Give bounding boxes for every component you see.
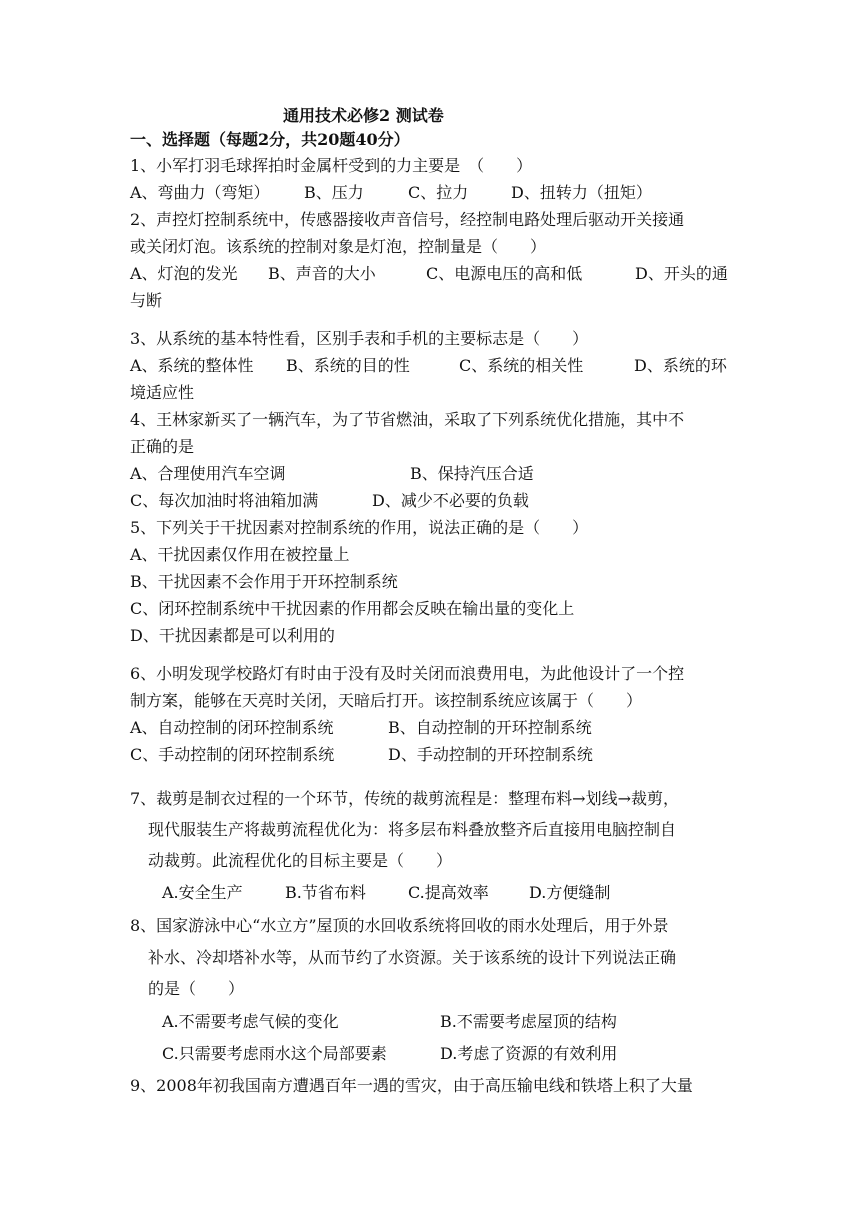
q1-option-d: D、扭转力（扭矩） [511,183,652,202]
q8-option-c: C.只需要考虑雨水这个局部要素 [162,1044,387,1063]
q2-option-d-wrap: 与断 [130,291,163,310]
q3-option-a: A、系统的整体性 [130,356,254,375]
q7-option-a: A.安全生产 [162,883,243,902]
question-3-stem: 3、从系统的基本特性看，区别手表和手机的主要标志是（ ） [130,329,589,348]
q3-option-b: B、系统的目的性 [286,356,410,375]
q8-option-b: B.不需要考虑屋顶的结构 [440,1012,617,1031]
q2-option-c: C、电源电压的高和低 [426,264,583,283]
q2-option-a: A、灯泡的发光 [130,264,238,283]
q5-option-c: C、闭环控制系统中干扰因素的作用都会反映在输出量的变化上 [130,599,575,618]
question-4-stem-line2: 正确的是 [130,437,195,456]
question-2-stem-line2: 或关闭灯泡。该系统的控制对象是灯泡，控制量是（ ） [130,237,547,256]
q6-option-b: B、自动控制的开环控制系统 [388,718,592,737]
q5-option-a: A、干扰因素仅作用在被控量上 [130,545,350,564]
question-7-stem-line1: 7、裁剪是制衣过程的一个环节，传统的裁剪流程是：整理布料→划线→裁剪， [130,789,679,808]
q1-option-a: A、弯曲力（弯矩） [130,183,270,202]
q4-option-b: B、保持汽压合适 [410,464,534,483]
question-4-stem-line1: 4、王林家新买了一辆汽车，为了节省燃油，采取了下列系统优化措施，其中不 [130,410,685,429]
question-7-stem-line3: 动裁剪。此流程优化的目标主要是（ ） [148,851,453,870]
q1-option-b: B、压力 [304,183,364,202]
q6-option-a: A、自动控制的闭环控制系统 [130,718,334,737]
question-1-stem: 1、小军打羽毛球挥拍时金属杆受到的力主要是 （ ） [130,156,533,175]
question-8-stem-line3: 的是（ ） [148,979,245,998]
q7-option-b: B.节省布料 [285,883,366,902]
question-5-stem: 5、下列关于干扰因素对控制系统的作用，说法正确的是（ ） [130,518,589,537]
question-8-stem-line2: 补水、冷却塔补水等，从而节约了水资源。关于该系统的设计下列说法正确 [148,948,677,967]
q6-option-d: D、手动控制的开环控制系统 [388,745,593,764]
q4-option-c: C、每次加油时将油箱加满 [130,491,319,510]
question-2-stem-line1: 2、声控灯控制系统中，传感器接收声音信号，经控制电路处理后驱动开关接通 [130,210,685,229]
question-6-stem-line1: 6、小明发现学校路灯有时由于没有及时关闭而浪费用电，为此他设计了一个控 [130,664,685,683]
q3-option-c: C、系统的相关性 [459,356,584,375]
q4-option-d: D、减少不必要的负载 [372,491,529,510]
q1-option-c: C、拉力 [408,183,469,202]
question-8-stem-line1: 8、国家游泳中心“水立方”屋顶的水回收系统将回收的雨水处理后，用于外景 [130,916,669,935]
q2-option-d: D、开头的通 [635,264,728,283]
q4-option-a: A、合理使用汽车空调 [130,464,286,483]
q7-option-c: C.提高效率 [408,883,489,902]
page-title: 通用技术必修2 测试卷 [283,106,444,125]
question-6-stem-line2: 制方案，能够在天亮时关闭，天暗后打开。该控制系统应该属于（ ） [130,691,643,710]
q2-option-b: B、声音的大小 [268,264,376,283]
q7-option-d: D.方便缝制 [529,883,611,902]
q3-option-d-wrap: 境适应性 [130,383,195,402]
q6-option-c: C、手动控制的闭环控制系统 [130,745,335,764]
q8-option-a: A.不需要考虑气候的变化 [162,1012,339,1031]
q3-option-d: D、系统的环 [634,356,727,375]
section-heading: 一、选择题（每题2分，共20题40分） [130,130,410,149]
q5-option-b: B、干扰因素不会作用于开环控制系统 [130,572,398,591]
question-7-stem-line2: 现代服装生产将裁剪流程优化为：将多层布料叠放整齐后直接用电脑控制自 [148,820,677,839]
q5-option-d: D、干扰因素都是可以利用的 [130,626,335,645]
question-9-stem-line1: 9、2008年初我国南方遭遇百年一遇的雪灾，由于高压输电线和铁塔上积了大量 [130,1076,693,1095]
q8-option-d: D.考虑了资源的有效利用 [440,1044,618,1063]
